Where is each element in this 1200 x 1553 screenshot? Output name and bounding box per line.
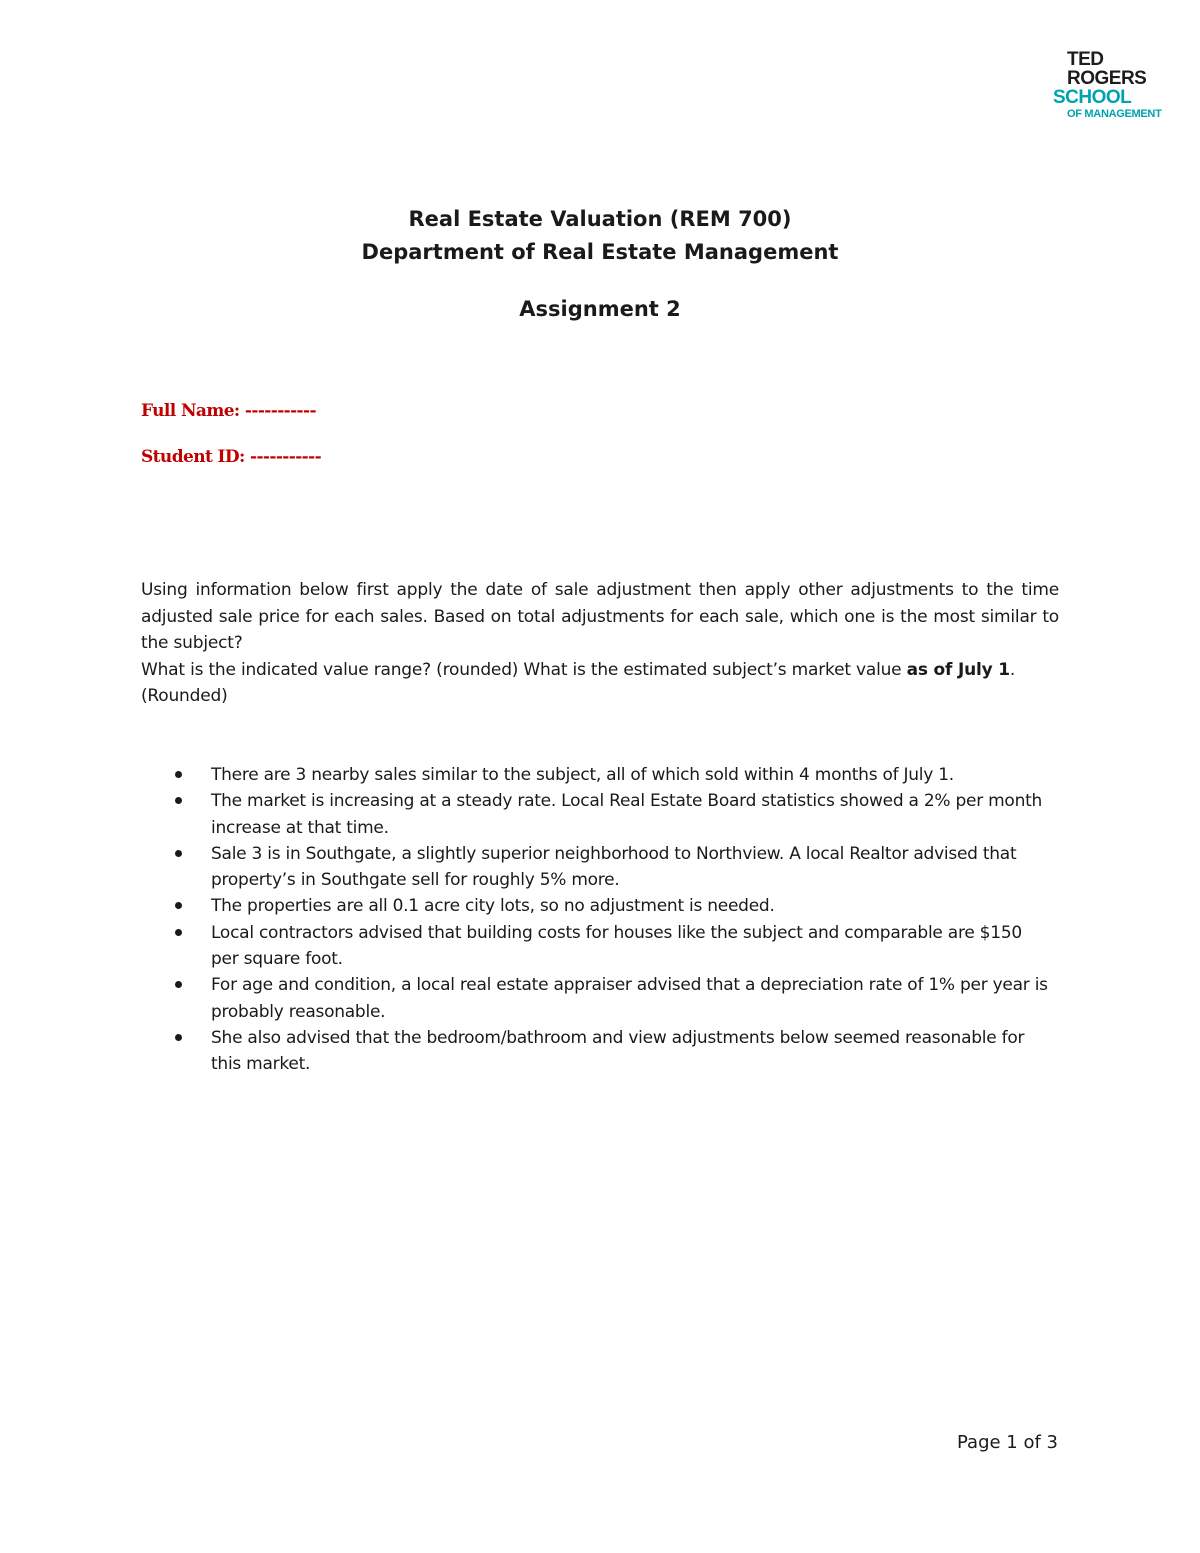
list-item-text: Local contractors advised that building costs for houses like the subject and comparable are $150 per square foot. (211, 922, 1022, 970)
list-item (141, 788, 1051, 841)
instructions-paragraph-1: Using information below first apply the date of sale adjustment then apply other adjustments to the time adjusted sale price for each sales. Based on total adjustments for each sale, which one is the most similar to the subject? (141, 580, 1059, 653)
list-item (141, 762, 1051, 788)
list-item-text: Sale 3 is in Southgate, a slightly superior neighborhood to Northview. A local Realtor advised that property’s in Southgate sell for roughly 5% more. (211, 843, 1017, 891)
list-item (141, 1025, 1051, 1078)
logo-line-management: OF MANAGEMENT (1067, 108, 1162, 120)
logo-line-rogers: ROGERS (1067, 68, 1147, 89)
list-item (141, 920, 1051, 973)
bullet-icon (175, 850, 182, 857)
list-item-text: The market is increasing at a steady rate. Local Real Estate Board statistics showed a 2% per month increase at that time. (211, 791, 1043, 838)
bullet-icon (175, 902, 182, 909)
instructions-period: . (1009, 659, 1016, 680)
list-item (141, 972, 1051, 1025)
list-item (141, 841, 1051, 894)
list-item-text: There are 3 nearby sales similar to the subject, all of which sold within 4 months of July 1. (211, 765, 954, 785)
logo-line-ted: TED (1067, 49, 1104, 70)
assignment-title: Assignment 2 (519, 297, 681, 321)
bullet-icon (175, 771, 182, 778)
instructions-paragraph-3: (Rounded) (141, 686, 228, 706)
bullet-icon (175, 929, 182, 936)
full-name-field: Full Name: ----------- (141, 401, 316, 421)
bullet-icon (175, 797, 182, 804)
course-title: Real Estate Valuation (REM 700) (408, 207, 792, 231)
logo-line-school: SCHOOL (1053, 87, 1132, 108)
list-item-text: The properties are all 0.1 acre city lots, so no adjustment is needed. (211, 896, 775, 917)
bullet-icon (175, 1034, 182, 1041)
title-block (0, 203, 1200, 326)
page-number: Page 1 of 3 (957, 1432, 1058, 1453)
bullet-icon (175, 981, 182, 988)
instructions-date-emphasis: as of July 1 (906, 659, 1010, 680)
list-item-text: She also advised that the bedroom/bathroom and view adjustments below seemed reasonable for this market. (211, 1027, 1025, 1075)
instructions-question: What is the indicated value range? (rounded) What is the estimated subject’s market value (141, 659, 907, 680)
department-title: Department of Real Estate Management (361, 240, 839, 264)
list-item (141, 893, 1051, 919)
instructions-paragraph-2 (141, 657, 1059, 684)
list-item-text: For age and condition, a local real estate appraiser advised that a depreciation rate of 1% per year is probably reasonable. (211, 975, 1048, 1022)
bullet-list (141, 762, 1071, 1078)
student-id-field: Student ID: ----------- (141, 447, 322, 467)
instructions (141, 577, 1059, 710)
